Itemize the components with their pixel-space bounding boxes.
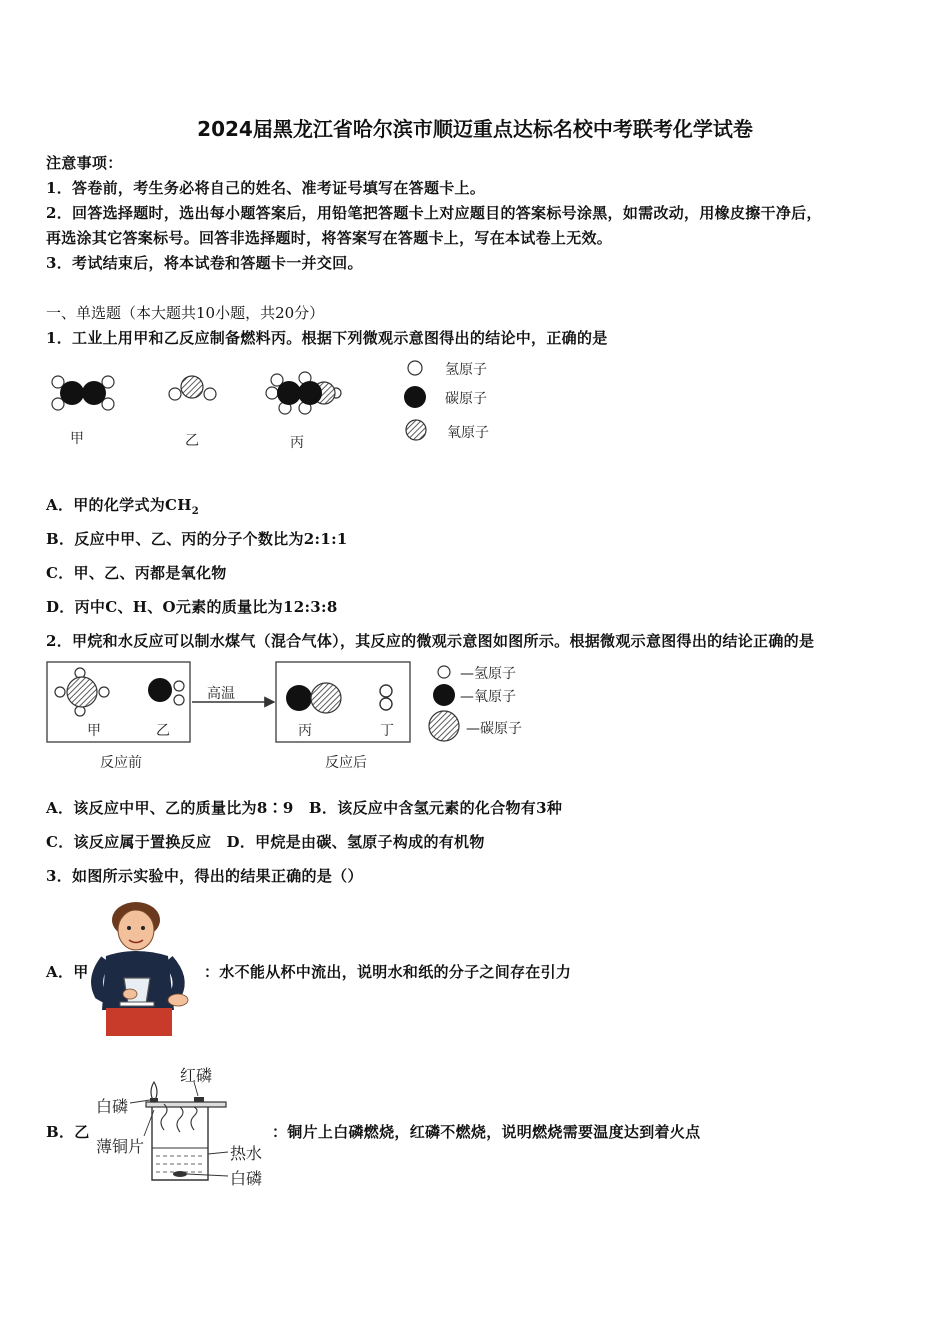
arrow-label: 高温 <box>207 686 235 702</box>
option-c: C．甲、乙、丙都是氧化物 <box>46 564 227 582</box>
question-stem: 3．如图所示实验中，得出的结果正确的是（） <box>46 867 363 885</box>
legend-label: —碳原子 <box>466 721 522 737</box>
option-a-text: ：水不能从杯中流出，说明水和纸的分子之间存在引力 <box>204 963 572 981</box>
molecule-yi-icon <box>169 376 216 400</box>
options-ab: A．该反应中甲、乙的质量比为8∶9 B．该反应中含氢元素的化合物有3种 <box>46 799 563 817</box>
legend-label: 氢原子 <box>445 362 487 378</box>
fig-label: 甲 <box>70 431 84 447</box>
hydrogen-atom-icon <box>408 361 422 375</box>
notice-item: 3．考试结束后，将本试卷和答题卡一并交回。 <box>46 254 363 272</box>
fig-label: 丙 <box>298 723 312 739</box>
option-a-label: A．甲 <box>46 963 89 981</box>
molecule-bing-icon <box>266 372 341 414</box>
apparatus-label: 白磷 <box>230 1169 263 1188</box>
red-phosphorus-icon <box>194 1097 204 1102</box>
oxygen-atom-icon <box>406 420 426 440</box>
option-a <box>46 494 199 517</box>
apparatus-label: 白磷 <box>96 1097 129 1116</box>
fig-label: 乙 <box>156 723 170 739</box>
option-d: D．丙中C、H、O元素的质量比为12:3:8 <box>46 598 338 616</box>
apparatus-label: 红磷 <box>180 1066 213 1085</box>
section-heading: 一、单选题（本大题共10小题，共20分） <box>46 304 325 322</box>
oxygen-atom-icon <box>433 684 455 706</box>
notice-heading: 注意事项： <box>46 154 123 172</box>
legend-label: —氢原子 <box>460 666 516 682</box>
apparatus-label: 薄铜片 <box>96 1137 145 1156</box>
legend-label: 氧原子 <box>447 425 489 441</box>
caption: 反应前 <box>100 755 142 771</box>
option-b: B．反应中甲、乙、丙的分子个数比为2:1:1 <box>46 530 348 548</box>
option-a-text: A．甲的化学式为CH <box>46 496 192 514</box>
legend-label: —氧原子 <box>460 689 516 705</box>
option-b-label: B．乙 <box>46 1123 90 1141</box>
copper-plate-icon <box>146 1102 226 1107</box>
question-stem: 2．甲烷和水反应可以制水煤气（混合气体），其反应的微观示意图如图所示。根据微观示意图得出的结论正确的是 <box>46 632 815 650</box>
fig-label: 丁 <box>380 723 394 739</box>
fig-label: 甲 <box>87 723 101 739</box>
caption: 反应后 <box>325 755 367 771</box>
notice-item: 1．答卷前，考生务必将自己的姓名、准考证号填写在答题卡上。 <box>46 179 486 197</box>
carbon-atom-icon <box>404 386 426 408</box>
question-stem: 1．工业上用甲和乙反应制备燃料丙。根据下列微观示意图得出的结论中，正确的是 <box>46 329 608 347</box>
carbon-atom-icon <box>429 711 459 741</box>
boy-experiment-illustration <box>92 898 202 1038</box>
fig-label: 丙 <box>290 435 304 451</box>
option-b-text: ：铜片上白磷燃烧，红磷不燃烧，说明燃烧需要温度达到着火点 <box>272 1123 701 1141</box>
legend-label: 碳原子 <box>445 391 487 407</box>
page-title: 2024届黑龙江省哈尔滨市顺迈重点达标名校中考联考化学试卷 <box>197 117 753 141</box>
notice-item: 2．回答选择题时，选出每小题答案后，用铅笔把答题卡上对应题目的答案标号涂黑，如需改动，用橡皮擦干净后， <box>46 204 822 222</box>
hydrogen-atom-icon <box>438 666 450 678</box>
option-a-subscript: 2 <box>191 506 200 517</box>
notice-item: 再选涂其它答案标号。回答非选择题时，将答案写在答题卡上，写在本试卷上无效。 <box>46 229 613 247</box>
molecule-jia-icon <box>52 376 114 410</box>
apparatus-label: 热水 <box>230 1144 263 1163</box>
fig-label: 乙 <box>185 433 199 449</box>
options-cd: C．该反应属于置换反应 D．甲烷是由碳、氢原子构成的有机物 <box>46 833 485 851</box>
